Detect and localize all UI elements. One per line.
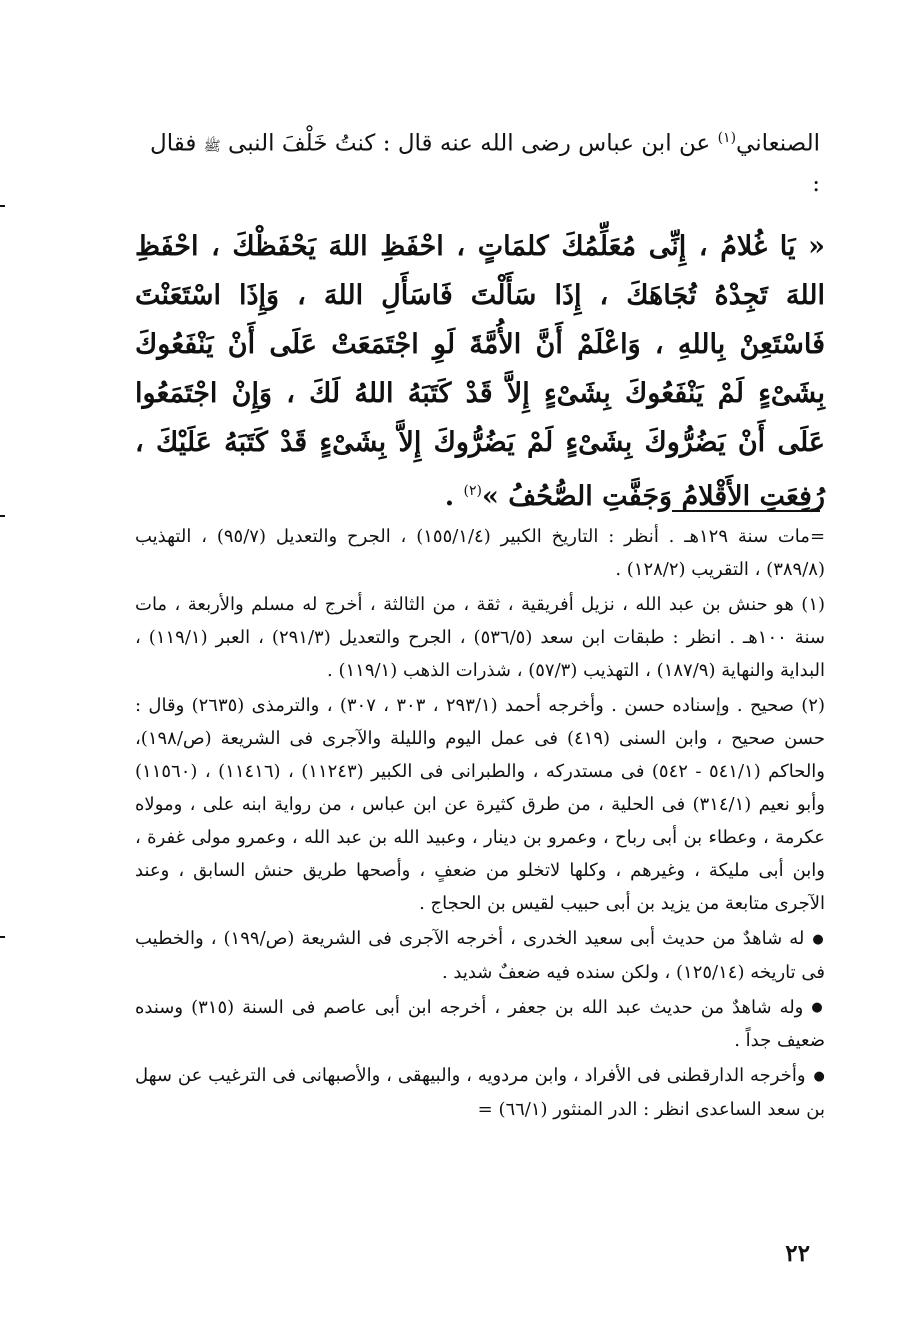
footnote-bullet-2-text: وله شاهدٌ من حديث عبد الله بن جعفر ، أخرجه ابن أبى عاصم فى السنة (٣١٥) وسنده ضعيف جداً . (135, 996, 825, 1051)
scan-edge-mark (0, 936, 5, 938)
footnote-bullet-1 (135, 922, 825, 989)
hadith-end: . (444, 481, 464, 512)
footnote-2: (٢) صحيح . وإسناده حسن . وأخرجه أحمد (٢٩٣/١ ، ٣٠٣ ، ٣٠٧) ، والترمذى (٢٦٣٥) وقال : حسن صحيح ، وابن السنى (٤١٩) فى عمل اليوم والليلة والآجرى فى الشريعة (ص/١٩٨)، والحاكم (٥٤١/١ - ٥٤٢) فى مستدركه ، والطبرانى فى الكبير (١١٢٤٣) ، (١١٤١٦) ، (١١٥٦٠) وأبو نعيم (٣١٤/١) فى الحلية ، من طرق كثيرة عن ابن عباس ، من رواية ابنه على ، ومولاه عكرمة ، وعطاء بن أبى رباح ، وعمرو بن دينار ، وعبيد الله بن عبد الله ، وعمرو مولى غفرة ، وابن أبى مليكة ، وغيرهم ، وكلها لاتخلو من ضعفٍ ، وأصحها طريق حنش السابق ، وعند الآجرى متابعة من يزيد بن أبى حبيب لقيس بن الحجاج . (135, 695, 825, 914)
footnotes-section (135, 520, 825, 1126)
footnote-ref-2[interactable]: (٢) (463, 483, 482, 499)
intro-text-main: عن ابن عباس رضى الله عنه قال : كنتُ خَلْفَ النبى (228, 130, 711, 157)
footnote-bullet-1-text: له شاهدٌ من حديث أبى سعيد الخدرى ، أخرجه الآجرى فى الشريعة (ص/١٩٩) ، والخطيب فى تاريخه (١٢٥/١٤) ، ولكن سنده فيه ضعفٌ شديد . (135, 928, 825, 983)
footnote-continuation: =مات سنة ١٢٩هـ . أنظر : التاريخ الكبير (١٥٥/١/٤) ، الجرح والتعديل (٩٥/٧) ، التهذيب (٣٨٩/٨) ، التقريب (١٢٨/٢) . (135, 526, 826, 580)
footnote-bullet-2 (135, 991, 825, 1058)
footnote-separator (672, 510, 820, 512)
scan-edge-mark (0, 205, 5, 207)
footnote-bullet-3 (135, 1059, 825, 1126)
footnote-1: (١) هو حنش بن عبد الله ، نزيل أفريقية ، ثقة ، من الثالثة ، أخرج له مسلم والأربعة ، مات سنة ١٠٠هـ . انظر : طبقات ابن سعد (٥٣٦/٥) ، الجرح والتعديل (٢٩١/٣) ، العبر (١١٩/١) ، البداية والنهاية (١٨٧/٩) ، التهذيب (٥٧/٣) ، شذرات الذهب (١١٩/١) . (135, 594, 826, 681)
footnote-ref-1[interactable]: (١) (717, 130, 737, 146)
salawat-glyph: ﷺ (203, 138, 221, 155)
intro-text-end: فقال : (150, 130, 820, 197)
page-number: ٢٢ (785, 1240, 810, 1267)
intro-paragraph (150, 120, 820, 203)
intro-text-start: الصنعاني (736, 130, 821, 157)
footnote-bullet-3-text: وأخرجه الدارقطنى فى الأفراد ، وابن مردويه ، والبيهقى ، والأصبهانى فى الترغيب عن سهل بن سعد الساعدى انظر : الدر المنثور (٦٦/١) = (135, 1065, 825, 1120)
hadith-text (135, 222, 825, 521)
scan-edge-mark (0, 515, 5, 517)
hadith-body: « يَا غُلامُ ، إِنِّى مُعَلِّمُكَ كلمَاتٍ ، احْفَظِ اللهَ يَحْفَظْكَ ، احْفَظِ اللهَ تَجِدْهُ تُجَاهَكَ ، إِذَا سَأَلْتَ فَاسَأَلِ اللهَ ، وَإِذَا اسْتَعَنْتَ فَاسْتَعِنْ بِاللهِ ، وَاعْلَمْ أَنَّ الأُمَّةَ لَوِ اجْتَمَعَتْ عَلَى أَنْ يَنْفَعُوكَ بِشَىْءٍ لَمْ يَنْفَعُوكَ بِشَىْءٍ إِلاَّ قَدْ كَتَبَهُ اللهُ لَكَ ، وَإِنْ اجْتَمَعُوا عَلَى أَنْ يَضُرُّوكَ بِشَىْءٍ لَمْ يَضُرُّوكَ إِلاَّ بِشَىْءٍ قَدْ كَتَبَهُ عَلَيْكَ ، رُفِعَتِ الأَقْلامُ وَجَفَّتِ الصُّحُفُ » (135, 231, 825, 512)
